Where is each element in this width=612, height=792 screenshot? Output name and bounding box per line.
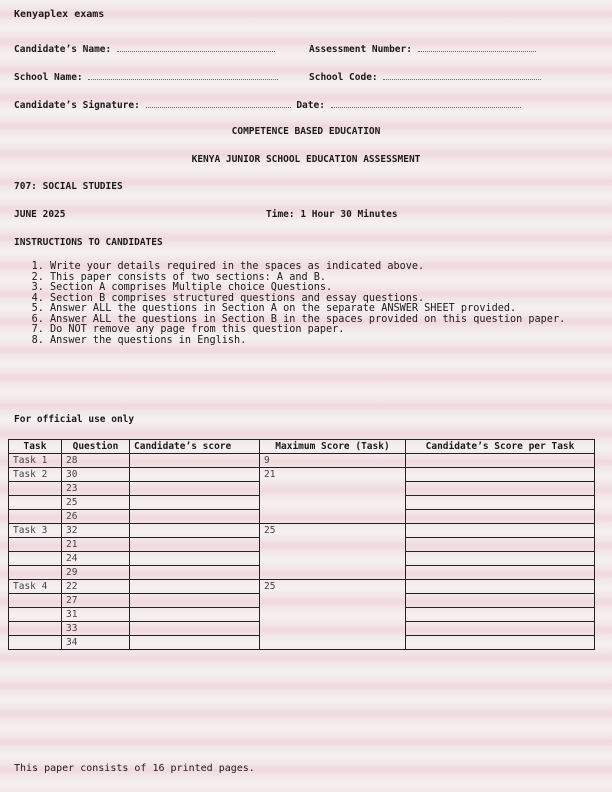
- task-label-empty: [9, 538, 62, 552]
- candidate-score-cell[interactable]: [130, 594, 260, 608]
- column-header-score-per-task: Candidate’s Score per Task: [406, 440, 595, 454]
- question-number: 23: [62, 482, 130, 496]
- question-number: 28: [62, 454, 130, 468]
- task-label: Task 2: [9, 468, 62, 482]
- task-score-cell[interactable]: [406, 552, 595, 566]
- question-number: 34: [62, 636, 130, 650]
- task-score-cell[interactable]: [406, 482, 595, 496]
- instruction-item: 5. Answer ALL the questions in Section A on the separate ANSWER SHEET provided.: [50, 304, 590, 315]
- task-label-empty: [9, 510, 62, 524]
- max-score: 21: [260, 468, 406, 524]
- question-number: 31: [62, 608, 130, 622]
- task-score-cell[interactable]: [406, 622, 595, 636]
- max-score: 9: [260, 454, 406, 468]
- task-score-cell[interactable]: [406, 524, 595, 538]
- school-name-row: [14, 71, 278, 83]
- candidate-score-cell[interactable]: [130, 580, 260, 594]
- task-label-empty: [9, 622, 62, 636]
- task-score-cell[interactable]: [406, 538, 595, 552]
- task-label-empty: [9, 552, 62, 566]
- question-number: 24: [62, 552, 130, 566]
- page-count-note: This paper consists of 16 printed pages.: [14, 763, 255, 774]
- brand-title: Kenyaplex exams: [14, 9, 105, 20]
- task-score-cell[interactable]: [406, 454, 595, 468]
- task-label-empty: [9, 608, 62, 622]
- candidate-name-label: Candidate’s Name:: [14, 44, 112, 55]
- school-name-label: School Name:: [14, 72, 83, 83]
- question-number: 26: [62, 510, 130, 524]
- instruction-item: 1. Write your details required in the spaces as indicated above.: [50, 262, 590, 273]
- column-header-task: Task: [9, 440, 62, 454]
- task-score-cell[interactable]: [406, 566, 595, 580]
- assessment-number-row: [309, 43, 536, 55]
- paper-time: Time: 1 Hour 30 Minutes: [266, 209, 398, 220]
- candidate-name-field[interactable]: [117, 43, 275, 52]
- task-score-cell[interactable]: [406, 510, 595, 524]
- task-label: Task 4: [9, 580, 62, 594]
- task-label-empty: [9, 594, 62, 608]
- max-score: 25: [260, 524, 406, 580]
- column-header-max-score: Maximum Score (Task): [260, 440, 406, 454]
- scores-table: [8, 439, 595, 650]
- question-number: 22: [62, 580, 130, 594]
- signature-label: Candidate’s Signature:: [14, 100, 140, 111]
- task-label-empty: [9, 566, 62, 580]
- question-number: 33: [62, 622, 130, 636]
- instructions-heading: INSTRUCTIONS TO CANDIDATES: [14, 237, 163, 248]
- table-row: [9, 468, 595, 482]
- candidate-score-cell[interactable]: [130, 468, 260, 482]
- question-number: 27: [62, 594, 130, 608]
- school-name-field[interactable]: [88, 71, 278, 80]
- column-header-candidate-score: Candidate’s score: [130, 440, 260, 454]
- instructions-list: [30, 262, 590, 346]
- instruction-item: 6. Answer ALL the questions in Section B in the spaces provided on this question paper.: [50, 315, 590, 326]
- candidate-score-cell[interactable]: [130, 566, 260, 580]
- school-code-label: School Code:: [309, 72, 378, 83]
- max-score: 25: [260, 580, 406, 650]
- task-score-cell[interactable]: [406, 636, 595, 650]
- official-use-heading: For official use only: [14, 414, 135, 425]
- task-label: Task 3: [9, 524, 62, 538]
- candidate-score-cell[interactable]: [130, 622, 260, 636]
- question-number: 29: [62, 566, 130, 580]
- assessment-number-label: Assessment Number:: [309, 44, 412, 55]
- table-row: [9, 454, 595, 468]
- candidate-score-cell[interactable]: [130, 608, 260, 622]
- candidate-score-cell[interactable]: [130, 538, 260, 552]
- candidate-score-cell[interactable]: [130, 454, 260, 468]
- assessment-number-field[interactable]: [418, 43, 536, 52]
- candidate-score-cell[interactable]: [130, 482, 260, 496]
- question-number: 32: [62, 524, 130, 538]
- instruction-item: 7. Do NOT remove any page from this question paper.: [50, 325, 590, 336]
- instruction-item: 8. Answer the questions in English.: [50, 336, 590, 347]
- candidate-score-cell[interactable]: [130, 524, 260, 538]
- school-code-row: [309, 71, 541, 83]
- candidate-score-cell[interactable]: [130, 552, 260, 566]
- task-score-cell[interactable]: [406, 580, 595, 594]
- question-number: 25: [62, 496, 130, 510]
- candidate-name-row: [14, 43, 275, 55]
- task-score-cell[interactable]: [406, 496, 595, 510]
- question-number: 30: [62, 468, 130, 482]
- signature-row: [14, 99, 521, 111]
- task-score-cell[interactable]: [406, 608, 595, 622]
- school-code-field[interactable]: [383, 71, 541, 80]
- task-label: Task 1: [9, 454, 62, 468]
- date-label: Date:: [296, 100, 325, 111]
- candidate-score-cell[interactable]: [130, 636, 260, 650]
- instruction-item: 2. This paper consists of two sections: A and B.: [50, 273, 590, 284]
- paper-code-subject: 707: SOCIAL STUDIES: [14, 181, 123, 192]
- question-number: 21: [62, 538, 130, 552]
- task-score-cell[interactable]: [406, 468, 595, 482]
- date-field[interactable]: [331, 99, 521, 108]
- task-label-empty: [9, 636, 62, 650]
- instruction-item: 3. Section A comprises Multiple choice Questions.: [50, 283, 590, 294]
- table-row: [9, 580, 595, 594]
- candidate-score-cell[interactable]: [130, 510, 260, 524]
- candidate-score-cell[interactable]: [130, 496, 260, 510]
- instruction-item: 4. Section B comprises structured questions and essay questions.: [50, 294, 590, 305]
- task-label-empty: [9, 482, 62, 496]
- scores-table-header: [9, 440, 595, 454]
- table-row: [9, 524, 595, 538]
- signature-field[interactable]: [146, 99, 291, 108]
- column-header-question: Question: [62, 440, 130, 454]
- title-line-1: COMPETENCE BASED EDUCATION: [231, 126, 381, 137]
- task-label-empty: [9, 496, 62, 510]
- title-line-2: KENYA JUNIOR SCHOOL EDUCATION ASSESSMENT: [191, 154, 421, 165]
- paper-session: JUNE 2025: [14, 209, 66, 220]
- task-score-cell[interactable]: [406, 594, 595, 608]
